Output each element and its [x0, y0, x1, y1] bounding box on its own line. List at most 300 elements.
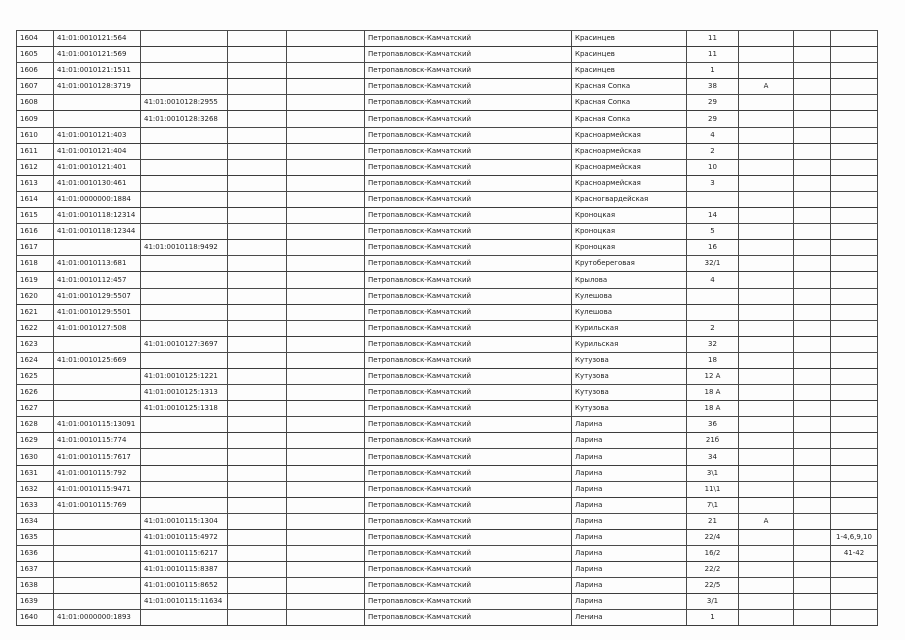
cadastral-number-secondary: [141, 272, 228, 288]
empty-cell: [228, 111, 287, 127]
empty-cell: [794, 47, 831, 63]
cadastral-number-secondary: [141, 320, 228, 336]
street-cell: Курильская: [572, 320, 687, 336]
row-number: 1617: [17, 240, 54, 256]
cadastral-number-secondary: 41:01:0010127:3697: [141, 336, 228, 352]
empty-cell: [228, 336, 287, 352]
house-number-cell: 2: [687, 320, 739, 336]
empty-cell: [228, 47, 287, 63]
empty-cell: [228, 224, 287, 240]
street-cell: Кулешова: [572, 288, 687, 304]
building-letter-cell: [739, 127, 794, 143]
empty-cell: [287, 368, 365, 384]
empty-cell: [794, 143, 831, 159]
empty-cell: [228, 401, 287, 417]
city-cell: Петропавловск-Камчатский: [365, 256, 572, 272]
house-number-cell: 36: [687, 417, 739, 433]
empty-cell: [228, 159, 287, 175]
city-cell: Петропавловск-Камчатский: [365, 513, 572, 529]
cadastral-number-secondary: 41:01:0010128:2955: [141, 95, 228, 111]
empty-cell: [228, 79, 287, 95]
cadastral-number-primary: [54, 562, 141, 578]
building-letter-cell: [739, 385, 794, 401]
city-cell: Петропавловск-Камчатский: [365, 433, 572, 449]
cadastral-number-secondary: 41:01:0010125:1221: [141, 368, 228, 384]
street-cell: Ларина: [572, 578, 687, 594]
cadastral-number-primary: 41:01:0010115:7617: [54, 449, 141, 465]
house-number-cell: 34: [687, 449, 739, 465]
apartments-cell: [831, 449, 878, 465]
apartments-cell: [831, 288, 878, 304]
table-row: [17, 304, 878, 320]
building-letter-cell: [739, 417, 794, 433]
empty-cell: [228, 31, 287, 47]
house-number-cell: 4: [687, 272, 739, 288]
row-number: 1625: [17, 368, 54, 384]
apartments-cell: [831, 31, 878, 47]
apartments-cell: [831, 594, 878, 610]
street-cell: Ларина: [572, 449, 687, 465]
table-row: [17, 208, 878, 224]
table-row: [17, 159, 878, 175]
building-letter-cell: [739, 481, 794, 497]
city-cell: Петропавловск-Камчатский: [365, 288, 572, 304]
cadastral-number-primary: [54, 401, 141, 417]
table-row: [17, 31, 878, 47]
house-number-cell: 18 А: [687, 385, 739, 401]
empty-cell: [794, 320, 831, 336]
empty-cell: [287, 95, 365, 111]
cadastral-number-primary: [54, 594, 141, 610]
apartments-cell: [831, 497, 878, 513]
apartments-cell: [831, 272, 878, 288]
table-row: [17, 594, 878, 610]
empty-cell: [287, 578, 365, 594]
cadastral-number-primary: [54, 385, 141, 401]
cadastral-number-primary: [54, 368, 141, 384]
cadastral-number-secondary: 41:01:0010128:3268: [141, 111, 228, 127]
street-cell: Красная Сопка: [572, 95, 687, 111]
cadastral-number-secondary: [141, 47, 228, 63]
empty-cell: [794, 159, 831, 175]
apartments-cell: 1-4,6,9,10: [831, 529, 878, 545]
street-cell: Ларина: [572, 465, 687, 481]
building-letter-cell: [739, 401, 794, 417]
table-row: [17, 320, 878, 336]
empty-cell: [794, 288, 831, 304]
street-cell: Ларина: [572, 497, 687, 513]
empty-cell: [228, 63, 287, 79]
empty-cell: [794, 272, 831, 288]
cadastral-number-secondary: [141, 481, 228, 497]
street-cell: Красноармейская: [572, 175, 687, 191]
street-cell: Ларина: [572, 529, 687, 545]
table-row: [17, 481, 878, 497]
empty-cell: [287, 594, 365, 610]
empty-cell: [228, 562, 287, 578]
street-cell: Кроноцкая: [572, 240, 687, 256]
empty-cell: [287, 143, 365, 159]
empty-cell: [287, 304, 365, 320]
empty-cell: [287, 127, 365, 143]
row-number: 1610: [17, 127, 54, 143]
building-letter-cell: [739, 288, 794, 304]
city-cell: Петропавловск-Камчатский: [365, 272, 572, 288]
street-cell: Ларина: [572, 546, 687, 562]
empty-cell: [287, 224, 365, 240]
table-row: [17, 63, 878, 79]
apartments-cell: [831, 159, 878, 175]
cadastral-number-primary: [54, 513, 141, 529]
empty-cell: [794, 433, 831, 449]
empty-cell: [228, 240, 287, 256]
empty-cell: [794, 465, 831, 481]
cadastral-number-secondary: 41:01:0010115:8652: [141, 578, 228, 594]
house-number-cell: 22/2: [687, 562, 739, 578]
apartments-cell: [831, 481, 878, 497]
city-cell: Петропавловск-Камчатский: [365, 417, 572, 433]
cadastral-number-secondary: [141, 449, 228, 465]
empty-cell: [287, 417, 365, 433]
row-number: 1612: [17, 159, 54, 175]
house-number-cell: 18 А: [687, 401, 739, 417]
apartments-cell: [831, 385, 878, 401]
street-cell: Ленина: [572, 610, 687, 626]
empty-cell: [228, 175, 287, 191]
empty-cell: [287, 208, 365, 224]
empty-cell: [287, 175, 365, 191]
building-letter-cell: [739, 610, 794, 626]
table-row: [17, 417, 878, 433]
empty-cell: [228, 449, 287, 465]
empty-cell: [228, 127, 287, 143]
apartments-cell: [831, 513, 878, 529]
cadastral-number-secondary: [141, 417, 228, 433]
street-cell: Кутузова: [572, 352, 687, 368]
row-number: 1627: [17, 401, 54, 417]
apartments-cell: [831, 79, 878, 95]
cadastral-number-secondary: [141, 127, 228, 143]
city-cell: Петропавловск-Камчатский: [365, 95, 572, 111]
empty-cell: [228, 594, 287, 610]
cadastral-number-primary: 41:01:0000000:1884: [54, 191, 141, 207]
empty-cell: [287, 191, 365, 207]
building-letter-cell: [739, 159, 794, 175]
cadastral-number-primary: 41:01:0000000:1893: [54, 610, 141, 626]
house-number-cell: 32/1: [687, 256, 739, 272]
house-number-cell: 3\1: [687, 465, 739, 481]
table-row: [17, 529, 878, 545]
city-cell: Петропавловск-Камчатский: [365, 240, 572, 256]
empty-cell: [228, 191, 287, 207]
cadastral-number-primary: 41:01:0010121:1511: [54, 63, 141, 79]
cadastral-number-secondary: [141, 288, 228, 304]
empty-cell: [287, 47, 365, 63]
building-letter-cell: [739, 594, 794, 610]
address-register-table: [16, 30, 878, 626]
building-letter-cell: [739, 578, 794, 594]
table-row: [17, 385, 878, 401]
cadastral-number-primary: 41:01:0010115:13091: [54, 417, 141, 433]
street-cell: Красноармейская: [572, 143, 687, 159]
house-number-cell: 1: [687, 63, 739, 79]
cadastral-number-secondary: [141, 497, 228, 513]
empty-cell: [287, 272, 365, 288]
city-cell: Петропавловск-Камчатский: [365, 143, 572, 159]
empty-cell: [794, 481, 831, 497]
empty-cell: [228, 256, 287, 272]
street-cell: Кутузова: [572, 368, 687, 384]
row-number: 1621: [17, 304, 54, 320]
table-row: [17, 449, 878, 465]
table-row: [17, 79, 878, 95]
table-row: [17, 352, 878, 368]
empty-cell: [287, 256, 365, 272]
row-number: 1609: [17, 111, 54, 127]
empty-cell: [794, 449, 831, 465]
house-number-cell: 2: [687, 143, 739, 159]
row-number: 1614: [17, 191, 54, 207]
city-cell: Петропавловск-Камчатский: [365, 562, 572, 578]
house-number-cell: [687, 288, 739, 304]
cadastral-number-secondary: [141, 159, 228, 175]
table-row: [17, 497, 878, 513]
empty-cell: [794, 546, 831, 562]
city-cell: Петропавловск-Камчатский: [365, 481, 572, 497]
cadastral-number-primary: 41:01:0010129:5507: [54, 288, 141, 304]
empty-cell: [794, 111, 831, 127]
house-number-cell: 11\1: [687, 481, 739, 497]
empty-cell: [794, 497, 831, 513]
street-cell: Красная Сопка: [572, 79, 687, 95]
row-number: 1633: [17, 497, 54, 513]
apartments-cell: [831, 143, 878, 159]
apartments-cell: [831, 368, 878, 384]
building-letter-cell: [739, 47, 794, 63]
city-cell: Петропавловск-Камчатский: [365, 497, 572, 513]
street-cell: Ларина: [572, 417, 687, 433]
cadastral-number-secondary: [141, 433, 228, 449]
empty-cell: [287, 449, 365, 465]
row-number: 1624: [17, 352, 54, 368]
empty-cell: [794, 578, 831, 594]
table-row: [17, 433, 878, 449]
apartments-cell: [831, 401, 878, 417]
empty-cell: [228, 578, 287, 594]
table-row: [17, 127, 878, 143]
cadastral-number-secondary: [141, 31, 228, 47]
cadastral-number-primary: 41:01:0010115:774: [54, 433, 141, 449]
city-cell: Петропавловск-Камчатский: [365, 401, 572, 417]
city-cell: Петропавловск-Камчатский: [365, 63, 572, 79]
cadastral-number-secondary: [141, 208, 228, 224]
cadastral-number-primary: [54, 546, 141, 562]
city-cell: Петропавловск-Камчатский: [365, 304, 572, 320]
apartments-cell: [831, 47, 878, 63]
table-row: [17, 47, 878, 63]
city-cell: Петропавловск-Камчатский: [365, 385, 572, 401]
building-letter-cell: [739, 175, 794, 191]
row-number: 1607: [17, 79, 54, 95]
row-number: 1638: [17, 578, 54, 594]
cadastral-number-primary: 41:01:0010112:457: [54, 272, 141, 288]
row-number: 1628: [17, 417, 54, 433]
table-row: [17, 578, 878, 594]
empty-cell: [794, 368, 831, 384]
empty-cell: [228, 143, 287, 159]
empty-cell: [794, 240, 831, 256]
table-row: [17, 191, 878, 207]
street-cell: Ларина: [572, 513, 687, 529]
empty-cell: [794, 562, 831, 578]
empty-cell: [287, 513, 365, 529]
cadastral-number-primary: 41:01:0010118:12344: [54, 224, 141, 240]
empty-cell: [287, 31, 365, 47]
city-cell: Петропавловск-Камчатский: [365, 175, 572, 191]
apartments-cell: [831, 175, 878, 191]
cadastral-number-primary: 41:01:0010130:461: [54, 175, 141, 191]
empty-cell: [287, 111, 365, 127]
empty-cell: [228, 368, 287, 384]
empty-cell: [794, 63, 831, 79]
house-number-cell: 10: [687, 159, 739, 175]
empty-cell: [228, 208, 287, 224]
building-letter-cell: [739, 465, 794, 481]
row-number: 1615: [17, 208, 54, 224]
row-number: 1611: [17, 143, 54, 159]
row-number: 1630: [17, 449, 54, 465]
table-row: [17, 610, 878, 626]
apartments-cell: [831, 320, 878, 336]
street-cell: Красинцев: [572, 31, 687, 47]
house-number-cell: 12 А: [687, 368, 739, 384]
row-number: 1608: [17, 95, 54, 111]
street-cell: Кроноцкая: [572, 224, 687, 240]
empty-cell: [228, 610, 287, 626]
apartments-cell: [831, 304, 878, 320]
cadastral-number-primary: 41:01:0010121:401: [54, 159, 141, 175]
city-cell: Петропавловск-Камчатский: [365, 465, 572, 481]
table-row: [17, 240, 878, 256]
house-number-cell: 18: [687, 352, 739, 368]
building-letter-cell: [739, 272, 794, 288]
cadastral-number-secondary: 41:01:0010115:1304: [141, 513, 228, 529]
table-row: [17, 111, 878, 127]
table-row: [17, 336, 878, 352]
row-number: 1634: [17, 513, 54, 529]
building-letter-cell: А: [739, 79, 794, 95]
house-number-cell: 29: [687, 111, 739, 127]
cadastral-number-secondary: 41:01:0010115:4972: [141, 529, 228, 545]
city-cell: Петропавловск-Камчатский: [365, 47, 572, 63]
street-cell: Красинцев: [572, 47, 687, 63]
building-letter-cell: [739, 352, 794, 368]
street-cell: Крутобереговая: [572, 256, 687, 272]
house-number-cell: 38: [687, 79, 739, 95]
apartments-cell: [831, 256, 878, 272]
building-letter-cell: [739, 63, 794, 79]
building-letter-cell: [739, 224, 794, 240]
city-cell: Петропавловск-Камчатский: [365, 191, 572, 207]
city-cell: Петропавловск-Камчатский: [365, 224, 572, 240]
house-number-cell: 16/2: [687, 546, 739, 562]
street-cell: Кулешова: [572, 304, 687, 320]
cadastral-number-secondary: [141, 256, 228, 272]
row-number: 1632: [17, 481, 54, 497]
building-letter-cell: [739, 320, 794, 336]
cadastral-number-primary: 41:01:0010128:3719: [54, 79, 141, 95]
cadastral-number-secondary: 41:01:0010115:11634: [141, 594, 228, 610]
city-cell: Петропавловск-Камчатский: [365, 368, 572, 384]
row-number: 1635: [17, 529, 54, 545]
street-cell: Красная Сопка: [572, 111, 687, 127]
empty-cell: [794, 175, 831, 191]
cadastral-number-secondary: [141, 224, 228, 240]
house-number-cell: 22/5: [687, 578, 739, 594]
row-number: 1626: [17, 385, 54, 401]
city-cell: Петропавловск-Камчатский: [365, 127, 572, 143]
city-cell: Петропавловск-Камчатский: [365, 449, 572, 465]
empty-cell: [228, 481, 287, 497]
empty-cell: [794, 594, 831, 610]
table-row: [17, 224, 878, 240]
table-row: [17, 288, 878, 304]
cadastral-number-primary: [54, 578, 141, 594]
empty-cell: [287, 385, 365, 401]
cadastral-number-primary: 41:01:0010113:681: [54, 256, 141, 272]
empty-cell: [287, 79, 365, 95]
cadastral-number-primary: 41:01:0010127:508: [54, 320, 141, 336]
apartments-cell: [831, 127, 878, 143]
empty-cell: [228, 385, 287, 401]
empty-cell: [228, 320, 287, 336]
city-cell: Петропавловск-Камчатский: [365, 578, 572, 594]
empty-cell: [287, 433, 365, 449]
row-number: 1616: [17, 224, 54, 240]
street-cell: Кроноцкая: [572, 208, 687, 224]
cadastral-number-primary: 41:01:0010129:5501: [54, 304, 141, 320]
empty-cell: [287, 465, 365, 481]
cadastral-number-secondary: [141, 304, 228, 320]
house-number-cell: 4: [687, 127, 739, 143]
empty-cell: [287, 240, 365, 256]
empty-cell: [794, 95, 831, 111]
table-row: [17, 401, 878, 417]
city-cell: Петропавловск-Камчатский: [365, 529, 572, 545]
empty-cell: [287, 562, 365, 578]
apartments-cell: [831, 578, 878, 594]
house-number-cell: 21: [687, 513, 739, 529]
street-cell: Красноармейская: [572, 127, 687, 143]
cadastral-number-secondary: [141, 143, 228, 159]
apartments-cell: [831, 336, 878, 352]
city-cell: Петропавловск-Камчатский: [365, 159, 572, 175]
empty-cell: [287, 320, 365, 336]
empty-cell: [287, 529, 365, 545]
city-cell: Петропавловск-Камчатский: [365, 320, 572, 336]
building-letter-cell: [739, 497, 794, 513]
row-number: 1604: [17, 31, 54, 47]
cadastral-number-primary: 41:01:0010121:403: [54, 127, 141, 143]
empty-cell: [794, 610, 831, 626]
cadastral-number-primary: [54, 95, 141, 111]
house-number-cell: 32: [687, 336, 739, 352]
table-body: [17, 31, 878, 626]
cadastral-number-secondary: 41:01:0010125:1313: [141, 385, 228, 401]
table-row: [17, 546, 878, 562]
cadastral-number-secondary: 41:01:0010125:1318: [141, 401, 228, 417]
house-number-cell: 21б: [687, 433, 739, 449]
